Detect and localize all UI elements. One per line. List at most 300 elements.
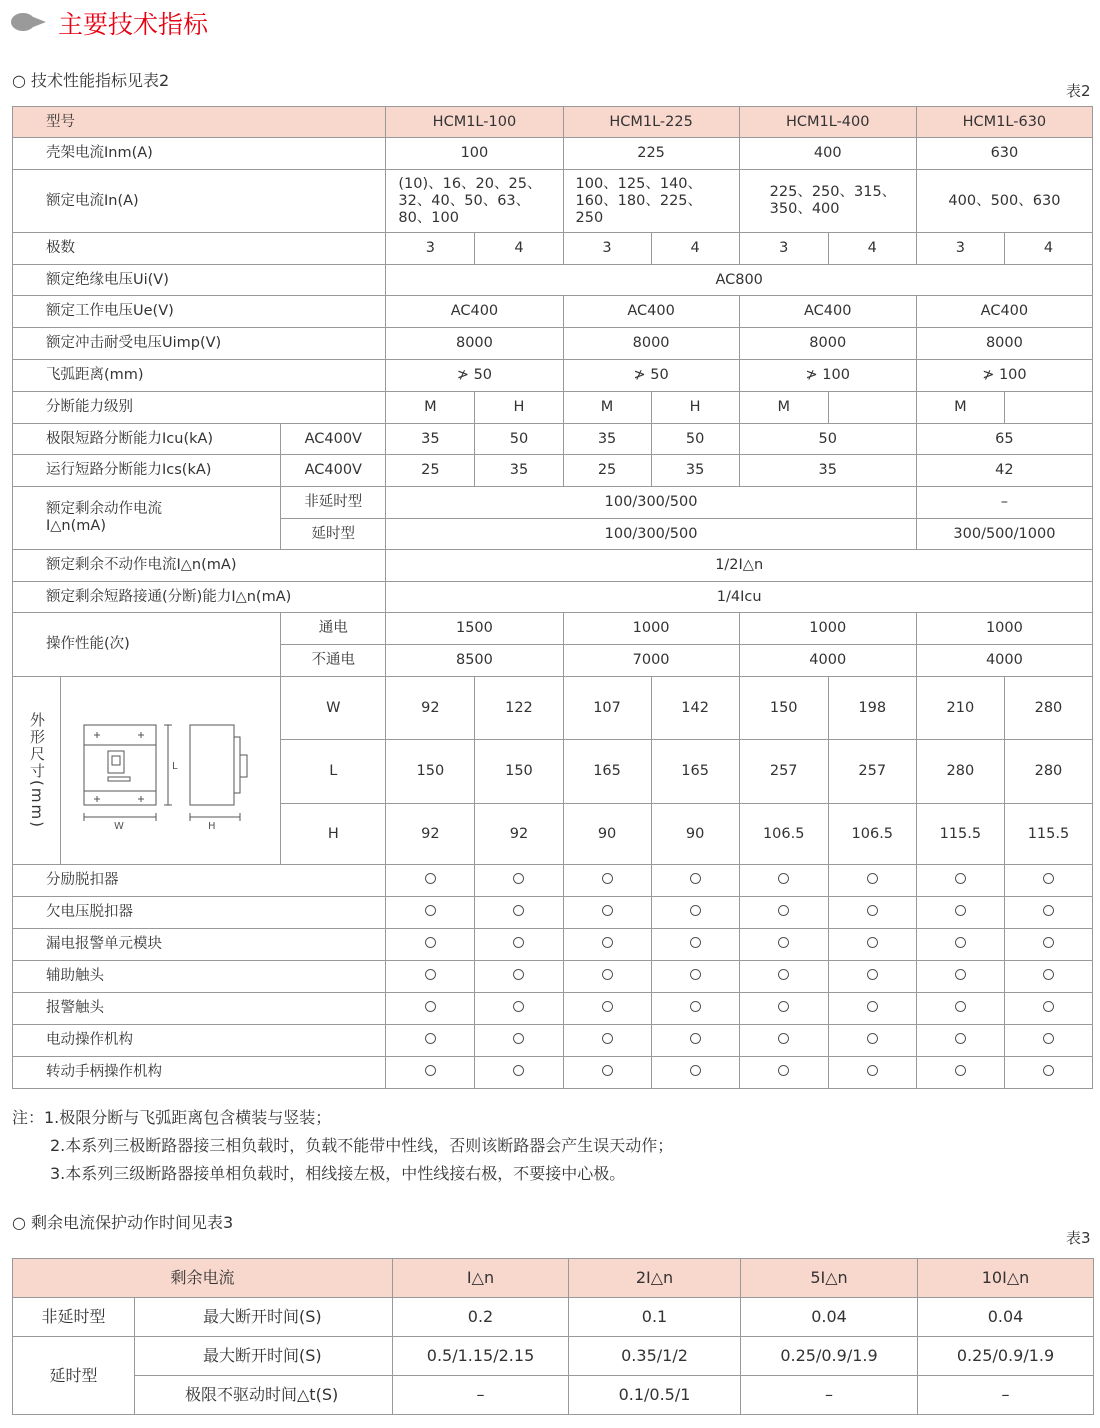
cell-value: 8500 <box>386 645 563 677</box>
optional-circle-icon <box>425 1033 436 1044</box>
accessories-group <box>13 865 1093 1089</box>
optional-circle-icon <box>425 1001 436 1012</box>
diagram-h-label: H <box>207 821 216 832</box>
option-cell <box>916 1025 1004 1057</box>
row-label: 最大断开时间(S) <box>135 1337 393 1376</box>
row-label: 额定电流In(A) <box>13 170 386 233</box>
cell-value: 65 <box>916 424 1092 455</box>
cell-value: 0.25/0.9/1.9 <box>918 1337 1094 1376</box>
optional-circle-icon <box>955 905 966 916</box>
cell-value: 106.5 <box>828 804 916 865</box>
optional-circle-icon <box>425 873 436 884</box>
breaker-outline-diagram <box>76 693 266 843</box>
option-cell <box>739 1057 828 1089</box>
non-operating-row <box>13 550 1093 582</box>
cell-value: 0.04 <box>918 1298 1094 1337</box>
table3-non-drive-row <box>13 1376 1094 1415</box>
cell-value: 4 <box>828 233 916 265</box>
rated-current-cell <box>916 170 1092 233</box>
cell-value: 198 <box>828 677 916 740</box>
cell-value: 92 <box>386 804 475 865</box>
optional-circle-icon <box>778 873 789 884</box>
option-cell <box>475 993 563 1025</box>
impulse-voltage-row <box>13 328 1093 360</box>
option-cell <box>739 961 828 993</box>
option-cell <box>739 1025 828 1057</box>
section1-heading: ○ 技术性能指标见表2 <box>12 71 170 90</box>
accessory-label: 报警触头 <box>13 993 386 1025</box>
row-label: 额定剩余不动作电流I△n(mA) <box>13 550 386 582</box>
diagram-w-label: W <box>113 821 124 832</box>
row-label: 分断能力级别 <box>13 392 386 424</box>
cell-value: 630 <box>916 138 1092 170</box>
cell-value: H <box>651 392 739 424</box>
optional-circle-icon <box>602 969 613 980</box>
optional-circle-icon <box>513 1065 524 1076</box>
row-label <box>13 487 281 550</box>
column-header: 2I△n <box>569 1259 741 1298</box>
model-label: 型号 <box>13 107 386 138</box>
cell-value: 0.04 <box>741 1298 918 1337</box>
option-cell <box>739 993 828 1025</box>
cell-value: 257 <box>828 740 916 804</box>
optional-circle-icon <box>778 969 789 980</box>
row-label: 额定工作电压Ue(V) <box>13 296 386 328</box>
option-cell <box>828 1025 916 1057</box>
cell-value: 35 <box>739 455 916 487</box>
optional-circle-icon <box>778 905 789 916</box>
optional-circle-icon <box>867 1065 878 1076</box>
column-header: 10I△n <box>918 1259 1094 1298</box>
dim-label: W <box>281 677 386 740</box>
option-cell <box>916 961 1004 993</box>
model-row <box>13 107 1093 138</box>
cell-value: 280 <box>916 740 1004 804</box>
row-label: 飞弧距离(mm) <box>13 360 386 392</box>
icu-row <box>13 424 1093 455</box>
cell-value: 1/4Icu <box>386 582 1093 613</box>
cell-value: 50 <box>475 424 563 455</box>
option-cell <box>1004 897 1092 929</box>
optional-circle-icon <box>778 937 789 948</box>
cell-line: 80、100 <box>398 209 459 226</box>
option-cell <box>1004 865 1092 897</box>
option-cell <box>828 929 916 961</box>
table3-label: 表3 <box>1066 1229 1091 1247</box>
row-label: 壳架电流Inm(A) <box>13 138 386 170</box>
option-cell <box>828 961 916 993</box>
option-cell <box>916 897 1004 929</box>
optional-circle-icon <box>513 905 524 916</box>
cell-value: 165 <box>651 740 739 804</box>
short-circuit-making-row <box>13 582 1093 613</box>
ics-row <box>13 455 1093 487</box>
option-cell <box>563 993 651 1025</box>
dim-label: L <box>281 740 386 804</box>
page-title: 主要技术指标 <box>58 10 209 39</box>
optional-circle-icon <box>513 873 524 884</box>
cell-value: 25 <box>386 455 475 487</box>
row-label: 额定剩余短路接通(分断)能力I△n(mA) <box>13 582 386 613</box>
cell-value <box>1004 392 1092 424</box>
accessory-label: 欠电压脱扣器 <box>13 897 386 929</box>
option-cell <box>475 865 563 897</box>
voltage-label: AC400V <box>281 424 386 455</box>
optional-circle-icon <box>867 937 878 948</box>
model-name: HCM1L-630 <box>916 107 1092 138</box>
type-label: 延时型 <box>13 1337 135 1415</box>
optional-circle-icon <box>690 1033 701 1044</box>
cell-value: 107 <box>563 677 651 740</box>
option-cell <box>563 1025 651 1057</box>
optional-circle-icon <box>867 969 878 980</box>
cell-line: 350、400 <box>769 201 840 217</box>
cell-value: 400 <box>739 138 916 170</box>
optional-circle-icon <box>867 905 878 916</box>
option-cell <box>1004 1025 1092 1057</box>
option-cell <box>651 961 739 993</box>
model-name: HCM1L-100 <box>386 107 563 138</box>
option-cell <box>386 865 475 897</box>
option-cell <box>916 865 1004 897</box>
accessory-label: 分励脱扣器 <box>13 865 386 897</box>
optional-circle-icon <box>602 937 613 948</box>
cell-value: 150 <box>739 677 828 740</box>
cell-value: 35 <box>475 455 563 487</box>
cell-value: M <box>386 392 475 424</box>
cell-value: 1000 <box>563 613 739 645</box>
accessory-row <box>13 1057 1093 1089</box>
optional-circle-icon <box>1043 905 1054 916</box>
option-cell <box>386 897 475 929</box>
option-cell <box>563 929 651 961</box>
cell-value: 7000 <box>563 645 739 677</box>
optional-circle-icon <box>425 1065 436 1076</box>
row-label: 极限短路分断能力Icu(kA) <box>13 424 281 455</box>
optional-circle-icon <box>1043 1001 1054 1012</box>
dimension-w-row <box>13 677 1093 740</box>
cell-value: AC400 <box>563 296 739 328</box>
option-cell <box>739 897 828 929</box>
option-cell <box>1004 1057 1092 1089</box>
optional-circle-icon <box>1043 969 1054 980</box>
optional-circle-icon <box>690 1001 701 1012</box>
cell-value: 280 <box>1004 677 1092 740</box>
type-label: 非延时型 <box>13 1298 135 1337</box>
optional-circle-icon <box>690 873 701 884</box>
optional-circle-icon <box>955 937 966 948</box>
sub-label: 非延时型 <box>281 487 386 519</box>
option-cell <box>1004 961 1092 993</box>
optional-circle-icon <box>955 1001 966 1012</box>
cell-value: 4 <box>1004 233 1092 265</box>
cell-line: 100、125、140、 <box>575 175 703 192</box>
cell-value: 3 <box>386 233 475 265</box>
option-cell <box>386 993 475 1025</box>
label-line: I△n(mA) <box>46 518 106 534</box>
cell-value: 35 <box>386 424 475 455</box>
residual-time-table <box>12 1258 1094 1415</box>
label-line: 额定剩余动作电流 <box>46 501 162 517</box>
cell-value: ≯ 100 <box>916 360 1092 392</box>
cell-value: – <box>741 1376 918 1415</box>
cell-value: AC800 <box>386 265 1093 296</box>
cell-value: M <box>739 392 828 424</box>
optional-circle-icon <box>690 905 701 916</box>
cell-value: 100 <box>386 138 563 170</box>
model-name: HCM1L-225 <box>563 107 739 138</box>
optional-circle-icon <box>513 937 524 948</box>
cell-line: 400、500、630 <box>948 192 1061 209</box>
dim-label: H <box>281 804 386 865</box>
cell-value: 4 <box>651 233 739 265</box>
cell-value: 0.35/1/2 <box>569 1337 741 1376</box>
option-cell <box>651 897 739 929</box>
row-label: 极限不驱动时间△t(S) <box>135 1376 393 1415</box>
cell-line: 160、180、225、 <box>575 192 703 209</box>
rated-current-cell <box>563 170 739 233</box>
option-cell <box>828 897 916 929</box>
accessory-row <box>13 897 1093 929</box>
cell-value: 50 <box>739 424 916 455</box>
cell-value: 1/2I△n <box>386 550 1093 582</box>
model-name: HCM1L-400 <box>739 107 916 138</box>
table3-non-delay-row <box>13 1298 1094 1337</box>
cell-value: 8000 <box>916 328 1092 360</box>
column-header: I△n <box>393 1259 569 1298</box>
cell-value: AC400 <box>739 296 916 328</box>
cell-value: 0.5/1.15/2.15 <box>393 1337 569 1376</box>
option-cell <box>651 865 739 897</box>
accessory-row <box>13 961 1093 993</box>
cell-value: 150 <box>386 740 475 804</box>
row-label: 极数 <box>13 233 386 265</box>
accessory-row <box>13 929 1093 961</box>
spec-table <box>12 106 1093 1089</box>
section2-heading: ○ 剩余电流保护动作时间见表3 <box>12 1213 234 1232</box>
cell-value: – <box>916 487 1092 519</box>
accessory-label: 电动操作机构 <box>13 1025 386 1057</box>
row-label: 最大断开时间(S) <box>135 1298 393 1337</box>
optional-circle-icon <box>513 1033 524 1044</box>
option-cell <box>563 961 651 993</box>
breaking-level-row <box>13 392 1093 424</box>
cell-value: 115.5 <box>916 804 1004 865</box>
cell-value: 8000 <box>386 328 563 360</box>
cell-value: 4000 <box>916 645 1092 677</box>
table3-delay-row <box>13 1337 1094 1376</box>
accessory-label: 漏电报警单元模块 <box>13 929 386 961</box>
row-label: 操作性能(次) <box>13 613 281 677</box>
option-cell <box>386 1025 475 1057</box>
cell-line: 250 <box>575 209 604 226</box>
row-label: 额定绝缘电压Ui(V) <box>13 265 386 296</box>
option-cell <box>916 993 1004 1025</box>
optional-circle-icon <box>955 969 966 980</box>
cell-value: 42 <box>916 455 1092 487</box>
diagram-l-label: L <box>171 761 178 772</box>
cell-value: ≯ 50 <box>386 360 563 392</box>
cell-value: 0.2 <box>393 1298 569 1337</box>
cell-value: 1000 <box>739 613 916 645</box>
option-cell <box>916 1057 1004 1089</box>
note-line: 注：1.极限分断与飞弧距离包含横装与竖装； <box>12 1108 332 1127</box>
cell-value: 90 <box>563 804 651 865</box>
option-cell <box>475 929 563 961</box>
cell-value: 50 <box>651 424 739 455</box>
cell-value: ≯ 100 <box>739 360 916 392</box>
optional-circle-icon <box>602 1065 613 1076</box>
cell-value: 225 <box>563 138 739 170</box>
optional-circle-icon <box>955 1033 966 1044</box>
option-cell <box>475 897 563 929</box>
rated-current-cell <box>386 170 563 233</box>
option-cell <box>1004 929 1092 961</box>
cell-value: 122 <box>475 677 563 740</box>
cell-value <box>828 392 916 424</box>
optional-circle-icon <box>1043 937 1054 948</box>
option-cell <box>475 1057 563 1089</box>
optional-circle-icon <box>1043 1065 1054 1076</box>
rated-current-row <box>13 170 1093 233</box>
note-line: 3.本系列三级断路器接单相负载时，相线接左极，中性线接右极，不要接中心极。 <box>50 1164 626 1183</box>
cell-value: 3 <box>739 233 828 265</box>
option-cell <box>475 1025 563 1057</box>
cell-value: – <box>393 1376 569 1415</box>
cell-value: 165 <box>563 740 651 804</box>
cell-value: – <box>918 1376 1094 1415</box>
cell-value: 142 <box>651 677 739 740</box>
cell-value: 90 <box>651 804 739 865</box>
cell-value: AC400 <box>916 296 1092 328</box>
sub-label: 延时型 <box>281 519 386 550</box>
option-cell <box>386 929 475 961</box>
optional-circle-icon <box>778 1033 789 1044</box>
optional-circle-icon <box>425 937 436 948</box>
optional-circle-icon <box>778 1065 789 1076</box>
operation-powered-row <box>13 613 1093 645</box>
rated-current-cell <box>739 170 916 233</box>
note-line: 2.本系列三极断路器接三相负载时，负载不能带中性线，否则该断路器会产生误天动作； <box>50 1136 674 1155</box>
cell-value: 92 <box>386 677 475 740</box>
optional-circle-icon <box>690 969 701 980</box>
optional-circle-icon <box>1043 1033 1054 1044</box>
option-cell <box>828 993 916 1025</box>
voltage-label: AC400V <box>281 455 386 487</box>
dimensions-label: 外形尺寸(mm) <box>13 677 61 865</box>
optional-circle-icon <box>425 905 436 916</box>
optional-circle-icon <box>602 1001 613 1012</box>
cell-value: 210 <box>916 677 1004 740</box>
optional-circle-icon <box>425 969 436 980</box>
cell-value: 300/500/1000 <box>916 519 1092 550</box>
cell-value: 0.25/0.9/1.9 <box>741 1337 918 1376</box>
optional-circle-icon <box>955 1065 966 1076</box>
optional-circle-icon <box>690 1065 701 1076</box>
frame-current-row <box>13 138 1093 170</box>
notes-block <box>12 1104 673 1188</box>
arc-distance-row <box>13 360 1093 392</box>
option-cell <box>475 961 563 993</box>
cell-value: 25 <box>563 455 651 487</box>
optional-circle-icon <box>513 969 524 980</box>
cell-value: 0.1/0.5/1 <box>569 1376 741 1415</box>
cell-value: 92 <box>475 804 563 865</box>
option-cell <box>739 865 828 897</box>
cell-value: 8000 <box>563 328 739 360</box>
accessory-row <box>13 993 1093 1025</box>
cell-value: 100/300/500 <box>386 519 916 550</box>
cell-value: 150 <box>475 740 563 804</box>
optional-circle-icon <box>867 1033 878 1044</box>
accessory-label: 辅助触头 <box>13 961 386 993</box>
option-cell <box>651 993 739 1025</box>
cell-value: 4000 <box>739 645 916 677</box>
optional-circle-icon <box>690 937 701 948</box>
working-voltage-row <box>13 296 1093 328</box>
table2-label: 表2 <box>1066 82 1091 100</box>
residual-current-row <box>13 487 1093 519</box>
cell-value: 1500 <box>386 613 563 645</box>
dimension-diagram-cell <box>61 677 281 865</box>
option-cell <box>916 929 1004 961</box>
cell-value: H <box>475 392 563 424</box>
option-cell <box>828 1057 916 1089</box>
cell-value: ≯ 50 <box>563 360 739 392</box>
row-label: 额定冲击耐受电压Uimp(V) <box>13 328 386 360</box>
row-label: 运行短路分断能力Ics(kA) <box>13 455 281 487</box>
option-cell <box>563 1057 651 1089</box>
cell-value: M <box>563 392 651 424</box>
cell-value: 3 <box>916 233 1004 265</box>
cell-value: 100/300/500 <box>386 487 916 519</box>
optional-circle-icon <box>602 873 613 884</box>
cell-value: 35 <box>563 424 651 455</box>
cell-value: 1000 <box>916 613 1092 645</box>
accessory-label: 转动手柄操作机构 <box>13 1057 386 1089</box>
optional-circle-icon <box>955 873 966 884</box>
optional-circle-icon <box>1043 873 1054 884</box>
cell-line: (10)、16、20、25、 <box>398 175 542 192</box>
optional-circle-icon <box>867 873 878 884</box>
cell-value: 115.5 <box>1004 804 1092 865</box>
cell-value: 35 <box>651 455 739 487</box>
optional-circle-icon <box>602 1033 613 1044</box>
option-cell <box>739 929 828 961</box>
option-cell <box>563 865 651 897</box>
option-cell <box>386 1057 475 1089</box>
sub-label: 不通电 <box>281 645 386 677</box>
option-cell <box>651 1025 739 1057</box>
optional-circle-icon <box>867 1001 878 1012</box>
cell-value: 0.1 <box>569 1298 741 1337</box>
option-cell <box>386 961 475 993</box>
cell-value: 8000 <box>739 328 916 360</box>
optional-circle-icon <box>602 905 613 916</box>
option-cell <box>828 865 916 897</box>
header-label: 剩余电流 <box>13 1259 393 1298</box>
option-cell <box>563 897 651 929</box>
cell-line: 32、40、50、63、 <box>398 192 531 209</box>
option-cell <box>651 929 739 961</box>
optional-circle-icon <box>513 1001 524 1012</box>
table3-header-row <box>13 1259 1094 1298</box>
option-cell <box>1004 993 1092 1025</box>
cell-line: 225、250、315、 <box>769 184 897 200</box>
cell-value: 257 <box>739 740 828 804</box>
insulation-voltage-row <box>13 265 1093 296</box>
poles-row <box>13 233 1093 265</box>
